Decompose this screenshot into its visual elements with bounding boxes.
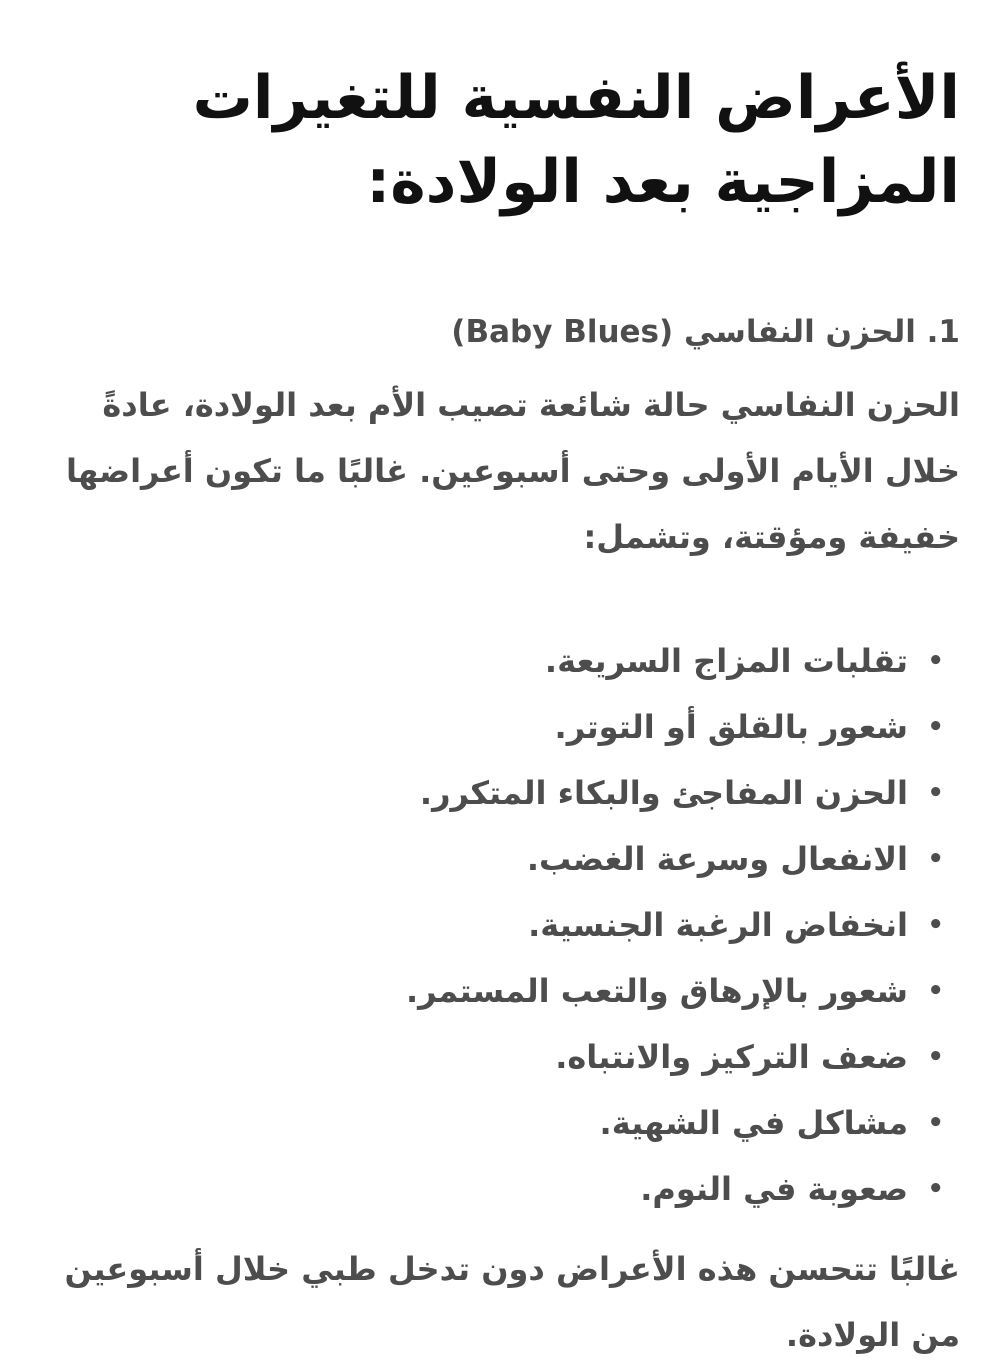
symptoms-list (40, 628, 960, 1222)
list-item (40, 760, 944, 826)
bullet-icon: • (927, 712, 944, 742)
symptom-text: تقلبات المزاج السريعة. (544, 642, 908, 680)
symptom-text: ضعف التركيز والانتباه. (555, 1038, 908, 1076)
symptom-text: انخفاض الرغبة الجنسية. (528, 906, 908, 944)
bullet-icon: • (927, 1174, 944, 1204)
section-heading-arabic: الحزن النفاسي (683, 314, 916, 350)
symptom-text: صعوبة في النوم. (640, 1170, 908, 1208)
section-heading (40, 312, 960, 352)
section-closing: غالبًا تتحسن هذه الأعراض دون تدخل طبي خلال أسبوعين من الولادة. (64, 1250, 960, 1354)
bullet-icon: • (927, 910, 944, 940)
list-item (40, 826, 944, 892)
list-item (40, 628, 944, 694)
list-item (40, 958, 944, 1024)
section-intro: الحزن النفاسي حالة شائعة تصيب الأم بعد الولادة، عادةً خلال الأيام الأولى وحتى أسبوعين. غالبًا ما تكون أعراضها خفيفة ومؤقتة، وتشمل: (66, 386, 960, 556)
article-title: الأعراض النفسية للتغيرات المزاجية بعد الولادة: (192, 63, 960, 217)
list-item (40, 1024, 944, 1090)
bullet-icon: • (927, 1042, 944, 1072)
bullet-icon: • (927, 1108, 944, 1138)
section-number: 1. (926, 314, 960, 350)
symptom-text: الانفعال وسرعة الغضب. (526, 840, 908, 878)
list-item (40, 892, 944, 958)
symptom-text: شعور بالقلق أو التوتر. (554, 708, 908, 746)
section-heading-english: (Baby Blues) (451, 314, 674, 350)
list-item (40, 694, 944, 760)
list-item (40, 1156, 944, 1222)
list-item (40, 1090, 944, 1156)
symptom-text: مشاكل في الشهية. (599, 1104, 908, 1142)
bullet-icon: • (927, 778, 944, 808)
symptom-text: الحزن المفاجئ والبكاء المتكرر. (419, 774, 908, 812)
bullet-icon: • (927, 844, 944, 874)
bullet-icon: • (927, 646, 944, 676)
bullet-icon: • (927, 976, 944, 1006)
symptom-text: شعور بالإرهاق والتعب المستمر. (406, 972, 908, 1010)
